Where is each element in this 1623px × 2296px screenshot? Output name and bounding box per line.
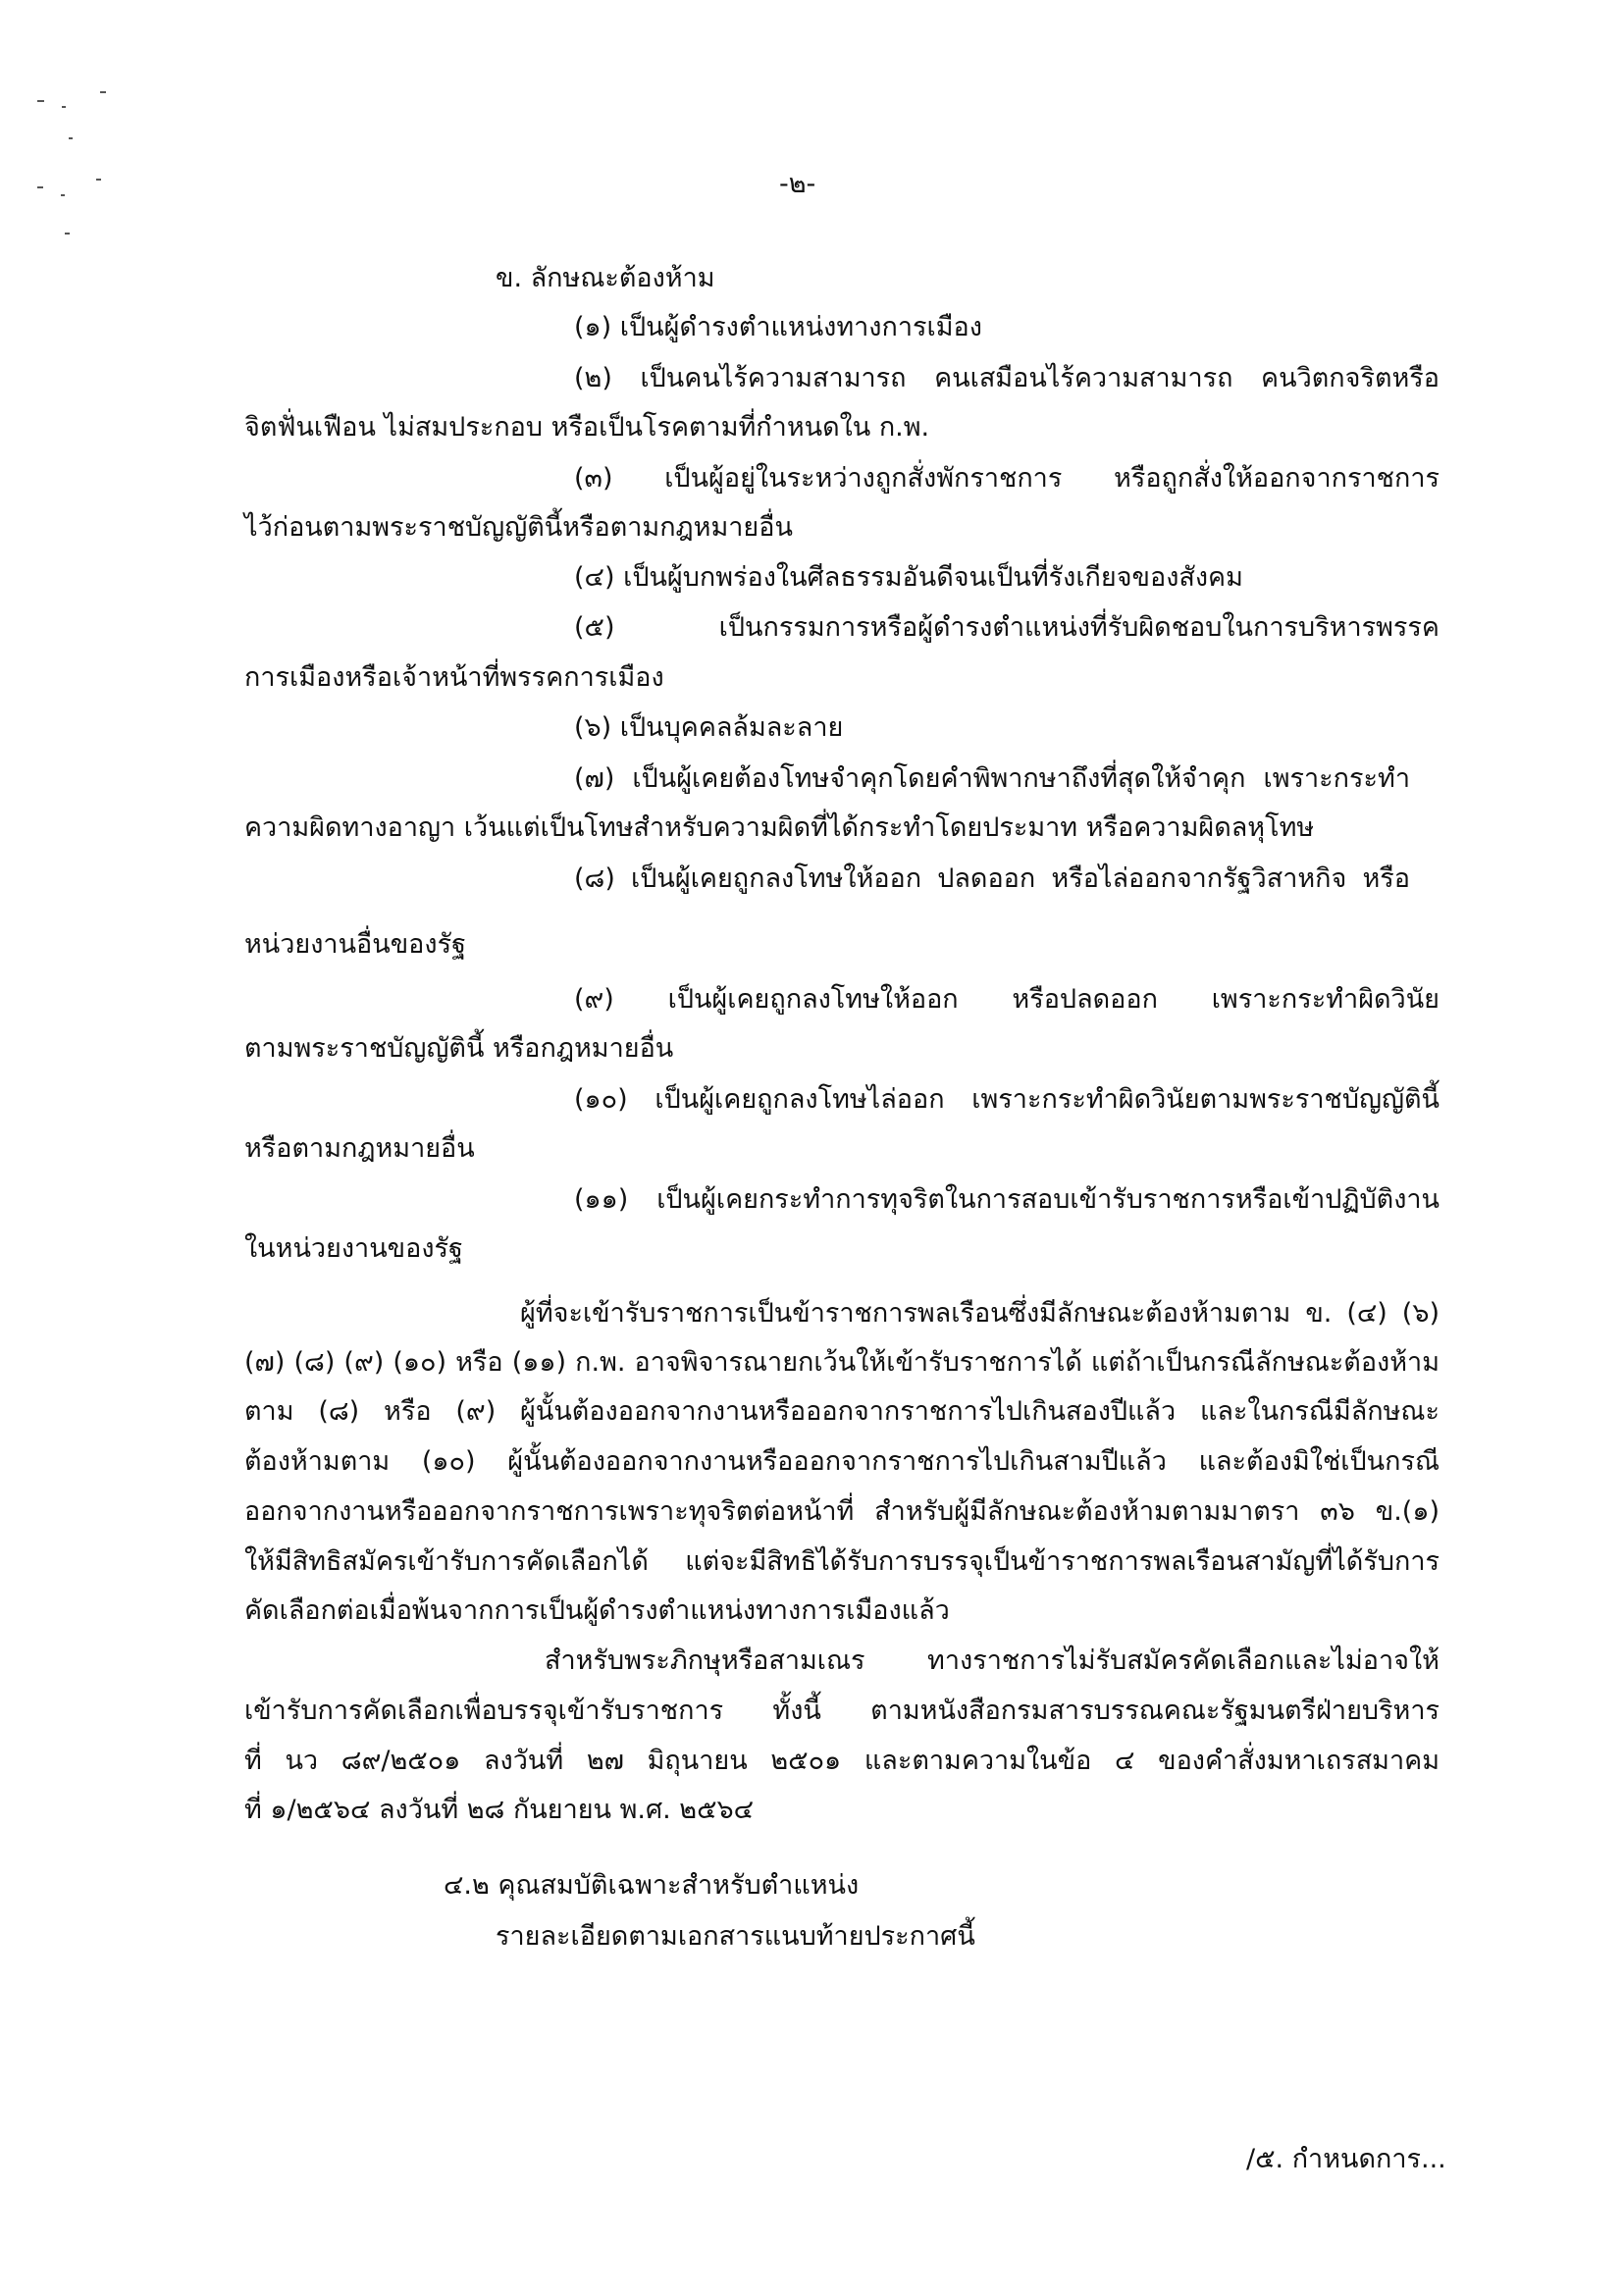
list-item: (๑๐) เป็นผู้เคยถูกลงโทษไล่ออก เพราะกระทำผิดวินัยตามพระราชบัญญัตินี้ <box>574 1084 1440 1115</box>
list-item: (๘) เป็นผู้เคยถูกลงโทษให้ออก ปลดออก หรือไล่ออกจากรัฐวิสาหกิจ หรือ <box>574 863 1410 894</box>
list-item: (๖) เป็นบุคคลล้มละลาย <box>574 712 844 743</box>
section-heading: ๔.๒ คุณสมบัติเฉพาะสำหรับตำแหน่ง <box>444 1870 860 1901</box>
list-item-continuation: หน่วยงานอื่นของรัฐ <box>244 929 466 960</box>
scan-speck <box>69 137 73 139</box>
list-item: (๔) เป็นผู้บกพร่องในศีลธรรมอันดีจนเป็นที่รังเกียจของสังคม <box>574 562 1243 593</box>
paragraph-line: ผู้ที่จะเข้ารับราชการเป็นข้าราชการพลเรือนซึ่งมีลักษณะต้องห้ามตาม ข. (๔) (๖) <box>520 1298 1440 1329</box>
paragraph-line: ที่ นว ๘๙/๒๕๐๑ ลงวันที่ ๒๗ มิถุนายน ๒๕๐๑ และตามความในข้อ ๔ ของคำสั่งมหาเถรสมาคม <box>244 1746 1440 1776</box>
list-item: (๑๑) เป็นผู้เคยกระทำการทุจริตในการสอบเข้ารับราชการหรือเข้าปฏิบัติงาน <box>574 1184 1440 1215</box>
scan-speck <box>37 186 43 188</box>
list-item-continuation: ไว้ก่อนตามพระราชบัญญัตินี้หรือตามกฎหมายอื่น <box>244 512 793 543</box>
scan-speck <box>96 179 101 181</box>
scan-speck <box>100 91 106 93</box>
list-item-continuation: จิตฟั่นเฟือน ไม่สมประกอบ หรือเป็นโรคตามที่กำหนดใน ก.พ. <box>244 412 930 443</box>
paragraph-line: คัดเลือกต่อเมื่อพ้นจากการเป็นผู้ดำรงตำแหน่งทางการเมืองแล้ว <box>244 1595 950 1626</box>
list-item: (๑) เป็นผู้ดำรงตำแหน่งทางการเมือง <box>574 312 982 342</box>
list-item: (๒) เป็นคนไร้ความสามารถ คนเสมือนไร้ความสามารถ คนวิตกจริตหรือ <box>574 363 1440 393</box>
paragraph-line: เข้ารับการคัดเลือกเพื่อบรรจุเข้ารับราชการ ทั้งนี้ ตามหนังสือกรมสารบรรณคณะรัฐมนตรีฝ่ายบริหาร <box>244 1696 1440 1726</box>
scan-speck <box>62 106 66 108</box>
scan-speck <box>61 194 65 196</box>
scan-speck <box>65 233 70 235</box>
list-item: (๕) เป็นกรรมการหรือผู้ดำรงตำแหน่งที่รับผิดชอบในการบริหารพรรค <box>574 612 1440 643</box>
list-item: (๗) เป็นผู้เคยต้องโทษจำคุกโดยคำพิพากษาถึงที่สุดให้จำคุก เพราะกระทำ <box>574 763 1410 794</box>
paragraph-line: ตาม (๘) หรือ (๙) ผู้นั้นต้องออกจากงานหรือออกจากราชการไปเกินสองปีแล้ว และในกรณีมีลักษณะ <box>244 1396 1440 1427</box>
paragraph-line: (๗) (๘) (๙) (๑๐) หรือ (๑๑) ก.พ. อาจพิจารณายกเว้นให้เข้ารับราชการได้ แต่ถ้าเป็นกรณีลักษณะต้องห้าม <box>244 1347 1440 1378</box>
list-item-continuation: ความผิดทางอาญา เว้นแต่เป็นโทษสำหรับความผิดที่ได้กระทำโดยประมาท หรือความผิดลหุโทษ <box>244 812 1315 843</box>
list-item: (๙) เป็นผู้เคยถูกลงโทษให้ออก หรือปลดออก เพราะกระทำผิดวินัย <box>574 984 1440 1015</box>
list-item: (๓) เป็นผู้อยู่ในระหว่างถูกสั่งพักราชการ หรือถูกสั่งให้ออกจากราชการ <box>574 463 1440 494</box>
paragraph-line: ให้มีสิทธิสมัครเข้ารับการคัดเลือกได้ แต่จะมีสิทธิได้รับการบรรจุเป็นข้าราชการพลเรือนสามัญที่ได้รับการ <box>244 1546 1440 1577</box>
scan-speck <box>37 100 44 102</box>
list-item-continuation: การเมืองหรือเจ้าหน้าที่พรรคการเมือง <box>244 662 664 693</box>
page-number: -๒- <box>779 169 816 199</box>
list-item-continuation: หรือตามกฎหมายอื่น <box>244 1133 475 1164</box>
continuation-marker: /๕. กำหนดการ... <box>1246 2144 1446 2174</box>
section-title: ข. ลักษณะต้องห้าม <box>496 263 715 293</box>
paragraph-line: สำหรับพระภิกษุหรือสามเณร ทางราชการไม่รับสมัครคัดเลือกและไม่อาจให้ <box>545 1645 1440 1676</box>
list-item-continuation: ตามพระราชบัญญัตินี้ หรือกฎหมายอื่น <box>244 1033 674 1064</box>
paragraph-line: ออกจากงานหรือออกจากราชการเพราะทุจริตต่อหน้าที่ สำหรับผู้มีลักษณะต้องห้ามตามมาตรา ๓๖ ข.(๑) <box>244 1496 1440 1527</box>
paragraph-line: ที่ ๑/๒๕๖๔ ลงวันที่ ๒๘ กันยายน พ.ศ. ๒๕๖๔ <box>244 1795 755 1825</box>
paragraph-line: ต้องห้ามตาม (๑๐) ผู้นั้นต้องออกจากงานหรือออกจากราชการไปเกินสามปีแล้ว และต้องมิใช่เป็นกรณี <box>244 1446 1440 1477</box>
section-body: รายละเอียดตามเอกสารแนบท้ายประกาศนี้ <box>496 1921 975 1952</box>
list-item-continuation: ในหน่วยงานของรัฐ <box>244 1233 463 1264</box>
